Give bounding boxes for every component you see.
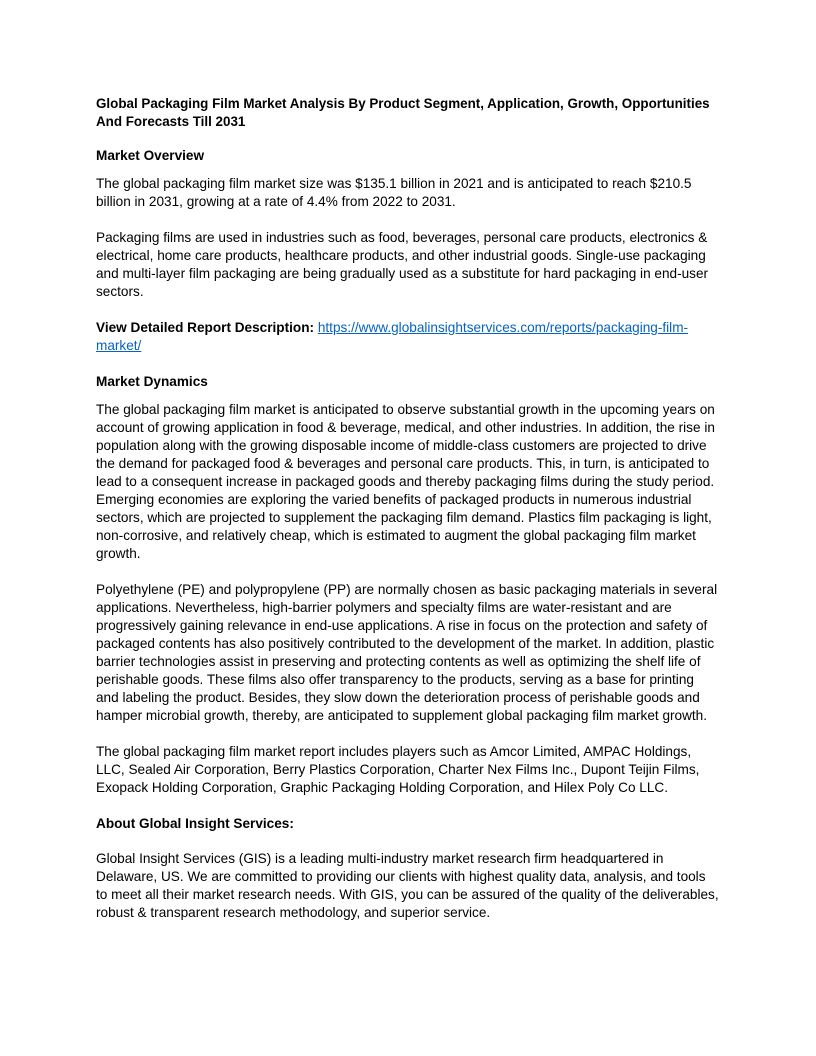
document-page bbox=[96, 95, 720, 940]
report-link-line bbox=[96, 319, 720, 355]
market-overview-heading: Market Overview bbox=[96, 148, 205, 163]
market-dynamics-paragraph: Polyethylene (PE) and polypropylene (PP) are normally chosen as basic packaging materials in several applications. Nevertheless, high-barrier polymers and specialty films are water-resistant and are progressively gaining relevance in end-use applications. A rise in focus on the protection and safety of packaged contents has also positively contributed to the development of the market. In addition, plastic barrier technologies assist in preserving and protecting contents as well as optimizing the shelf life of perishable goods. These films also offer transparency to the products, serving as a base for printing and labeling the product. Besides, they slow down the deterioration process of perishable goods and hamper microbial growth, thereby, are anticipated to supplement global packaging film market growth. bbox=[96, 582, 718, 723]
report-link[interactable]: https://www.globalinsightservices.com/reports/packaging-film-market/ bbox=[96, 320, 689, 353]
market-overview-paragraph: Packaging films are used in industries such as food, beverages, personal care products, electronics & electrical, home care products, healthcare products, and other industrial goods. Single-use packaging and multi-layer film packaging are being gradually used as a substitute for hard packaging in end-user sectors. bbox=[96, 230, 709, 299]
market-dynamics-heading: Market Dynamics bbox=[96, 374, 208, 389]
document-title: Global Packaging Film Market Analysis By Product Segment, Application, Growth, Opportunities And Forecasts Till 2031 bbox=[96, 96, 710, 129]
market-dynamics-paragraph: The global packaging film market report includes players such as Amcor Limited, AMPAC Holdings, LLC, Sealed Air Corporation, Berry Plastics Corporation, Charter Nex Films Inc., Dupont Teijin Films, Exopack Holding Corporation, Graphic Packaging Holding Corporation, and Hilex Poly Co LLC. bbox=[96, 744, 700, 795]
about-heading: About Global Insight Services: bbox=[96, 816, 294, 831]
about-paragraph: Global Insight Services (GIS) is a leading multi-industry market research firm headquartered in Delaware, US. We are committed to providing our clients with highest quality data, analysis, and tools to meet all their market research needs. With GIS, you can be assured of the quality of the deliverables, robust & transparent research methodology, and superior service. bbox=[96, 851, 719, 920]
market-dynamics-paragraph: The global packaging film market is anticipated to observe substantial growth in the upcoming years on account of growing application in food & beverage, medical, and other industries. In addition, the rise in population along with the growing disposable income of middle-class customers are projected to drive the demand for packaged food & beverages and personal care products. This, in turn, is anticipated to lead to a consequent increase in packaged goods and thereby packaging films during the study period. Emerging economies are exploring the varied benefits of packaged products in numerous industrial sectors, which are projected to supplement the packaging film demand. Plastics film packaging is light, non-corrosive, and relatively cheap, which is estimated to augment the global packaging film market growth. bbox=[96, 402, 715, 561]
market-overview-paragraph: The global packaging film market size was $135.1 billion in 2021 and is anticipated to reach $210.5 billion in 2031, growing at a rate of 4.4% from 2022 to 2031. bbox=[96, 176, 692, 209]
report-link-label: View Detailed Report Description: bbox=[96, 320, 315, 335]
